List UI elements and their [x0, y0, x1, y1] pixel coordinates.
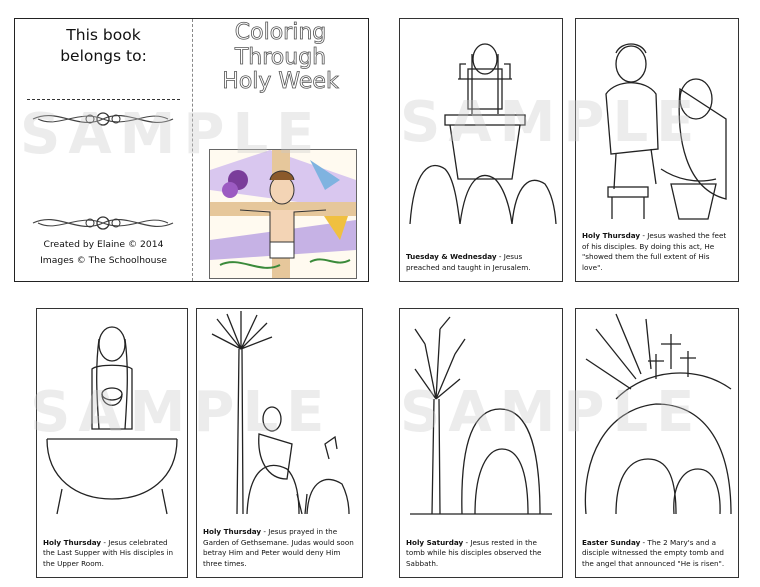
cover-sheet: [14, 18, 369, 282]
closed-tomb-illustration: [400, 309, 562, 519]
page-holy-thursday-washing: [575, 18, 739, 282]
caption-holy-thursday-supper: [43, 538, 181, 569]
floral-divider-icon: [28, 209, 178, 237]
credit-images: Images © The Schoolhouse: [40, 255, 167, 267]
page-easter-sunday: [575, 308, 739, 578]
caption-day: Tuesday & Wednesday: [406, 252, 497, 262]
last-supper-illustration: [37, 309, 187, 519]
page-holy-saturday: [399, 308, 563, 578]
caption-holy-thursday-gethsemane: [203, 527, 356, 569]
page-holy-thursday-gethsemane: [196, 308, 363, 578]
owner-line-2: belongs to:: [60, 46, 147, 65]
caption-day: Holy Thursday: [43, 537, 102, 547]
credits: [15, 237, 192, 269]
owner-name-blank-line: [27, 99, 180, 100]
caption-text: - Jesus celebrated the Last Supper with His disciples in the Upper Room.: [43, 537, 174, 568]
jesus-preaching-illustration: [400, 19, 562, 224]
caption-holy-thursday-washing: [582, 231, 732, 273]
caption-tuesday-wednesday: [406, 252, 556, 273]
watermark-top-right: SAMPLE: [400, 90, 703, 155]
caption-day: Holy Saturday: [406, 537, 464, 547]
owner-label: [15, 25, 192, 67]
caption-text: - The 2 Mary's and a disciple witnessed the empty tomb and the angel that announced "He is risen".: [582, 537, 725, 568]
watermark-bottom: SAMPLE: [30, 380, 333, 445]
crucifix-illustration: [209, 149, 357, 279]
title-line-1: Coloring: [234, 20, 327, 45]
credit-author: Created by Elaine © 2014: [43, 239, 164, 250]
owner-line-1: This book: [66, 26, 141, 44]
sheet-2: [393, 18, 748, 280]
caption-holy-saturday: [406, 538, 556, 569]
empty-tomb-illustration: [576, 309, 738, 519]
floral-divider-icon: [28, 105, 178, 133]
book-title: [193, 21, 368, 95]
sheet-4: [393, 308, 748, 578]
cover-back-panel: [15, 19, 192, 281]
sheet-3: [14, 308, 369, 578]
caption-day: Holy Thursday: [203, 527, 262, 537]
caption-text: - Jesus rested in the tomb while his disciples observed the Sabbath.: [406, 537, 542, 568]
watermark-top: SAMPLE: [20, 102, 323, 167]
caption-text: - Jesus prayed in the Garden of Gethsemane. Judas would soon betray Him and Peter would deny Him three times.: [203, 527, 354, 568]
cover-front-panel: [193, 19, 368, 281]
caption-day: Easter Sunday: [582, 537, 641, 547]
caption-text: - Jesus washed the feet of his disciples. By doing this act, He "showed them the full extent of His love".: [582, 231, 727, 272]
watermark-bottom-right: SAMPLE: [400, 380, 703, 445]
caption-text: - Jesus preached and taught in Jerusalem.: [406, 252, 531, 272]
caption-easter-sunday: [582, 538, 732, 569]
page-tuesday-wednesday: [399, 18, 563, 282]
title-line-2: Through: [234, 44, 327, 70]
caption-day: Holy Thursday: [582, 231, 641, 241]
gethsemane-illustration: [197, 309, 362, 514]
page-holy-thursday-supper: [36, 308, 188, 578]
foot-washing-illustration: [576, 19, 738, 224]
title-line-3: Holy Week: [222, 69, 339, 95]
